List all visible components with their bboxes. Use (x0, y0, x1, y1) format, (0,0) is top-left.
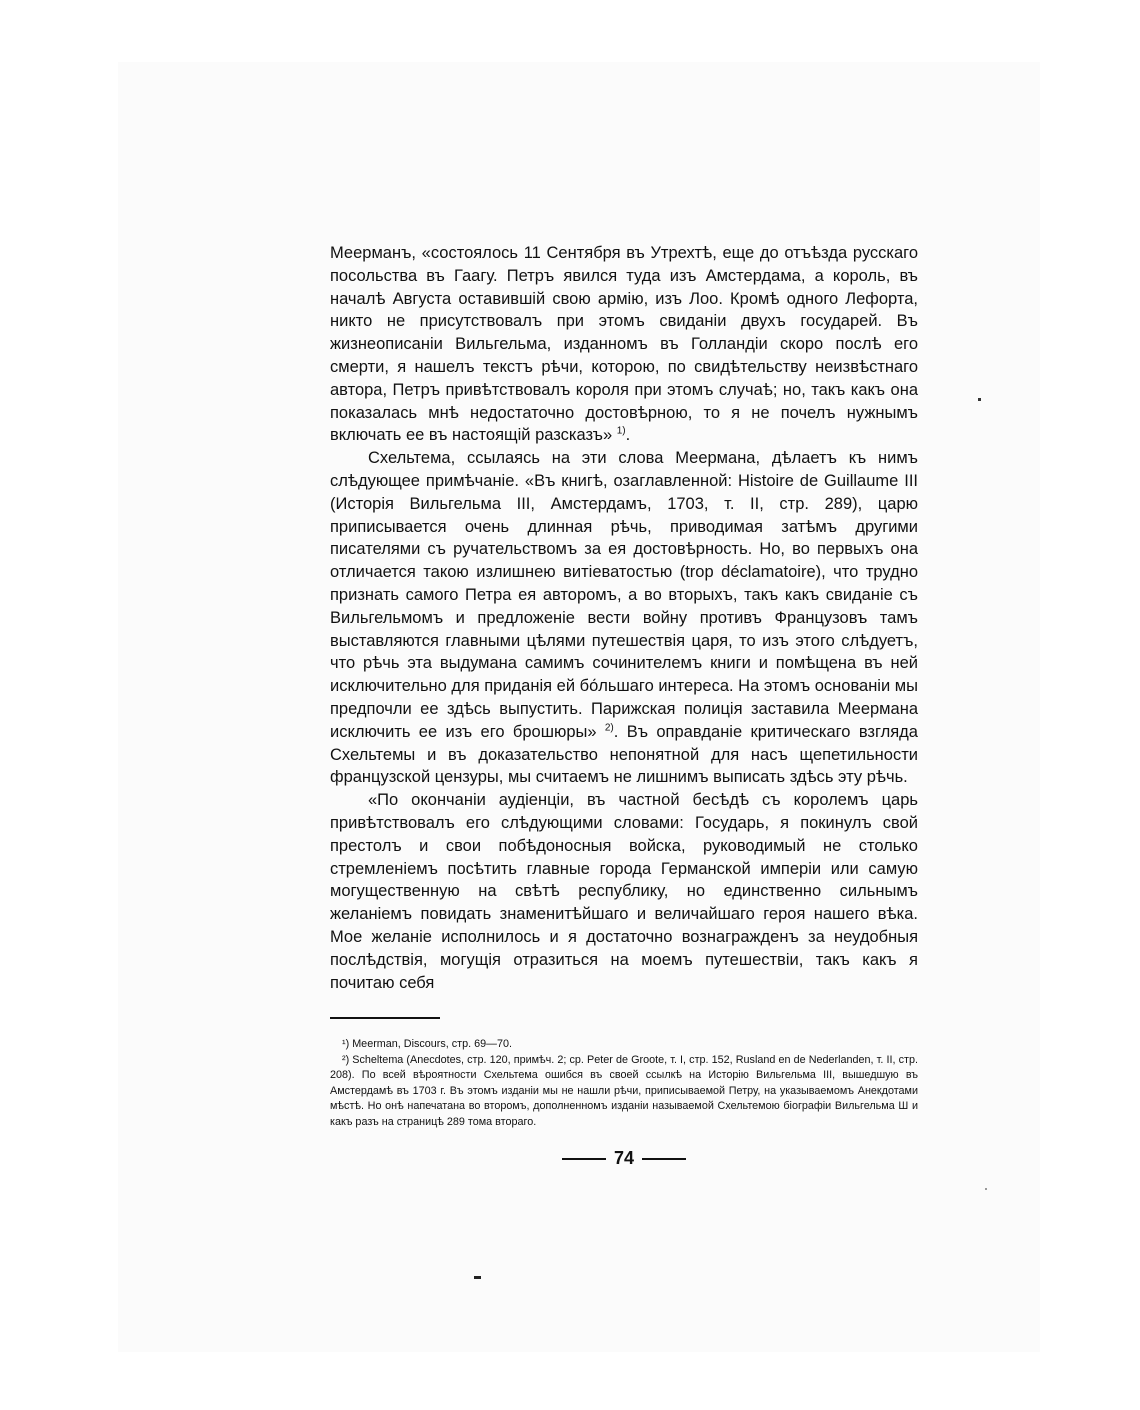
page-number (330, 1148, 918, 1169)
scan-speck (985, 1188, 987, 1190)
paragraph-1-tail: . (625, 426, 631, 445)
paragraph-2-text: Схельтема, ссылаясь на эти слова Меермана, дѣлаетъ къ нимъ слѣдующее примѣчаніе. «Въ книгѣ, озаглавленной: Histoire de Guillaume III (Исторія Вильгельма III, Амстердамъ, 1703, т. II, стр. 289), царю приписывается очень длинная рѣчь, приводимая затѣмъ другими писателями съ ручательствомъ за ея достовѣрность. Но, во первыхъ она отличается такою излишнею витіеватостью (trop déclamatoire), что трудно признать самого Петра ея авторомъ, а во вторыхъ, такъ какъ свиданіе съ Вильгельмомъ и предложеніе вести войну противъ Французовъ тамъ выставляются главными цѣлями путешествія царя, то изъ этого слѣдуетъ, что рѣчь эта выдумана самимъ сочинителемъ книги и помѣщена въ ней исключительно для приданія ей бо́льшаго интереса. На этомъ основаніи мы предпочли ее здѣсь выпустить. Парижская полиція заставила Меермана исключить ее изъ его брошюры» (330, 449, 918, 741)
footnote-separator (330, 1017, 440, 1019)
page-number-right-dash (642, 1158, 686, 1160)
page-number-left-dash (562, 1158, 606, 1160)
footnote-1: ¹) Meerman, Discours, стр. 69—70. (342, 1038, 512, 1050)
main-text (330, 242, 918, 994)
scan-mark (474, 1276, 481, 1279)
page-number-value: 74 (613, 1148, 635, 1168)
paragraph-1-text: Меерманъ, «состоялось 11 Сентября въ Утрехтѣ, еще до отъѣзда русскаго посольства въ Гаагу. Петръ явился туда изъ Амстердама, а король, въ началѣ Августа оставившій свою армію, изъ Лоо. Кромѣ одного Лефорта, никто не присутствовалъ при этомъ свиданіи двухъ государей. Въ жизнеописаніи Вильгельма, изданномъ въ Голландіи скоро послѣ его смерти, я нашелъ текстъ рѣчи, которою, по свидѣтельству неизвѣстнаго автора, Петръ привѣтствовалъ короля при этомъ случаѣ; но, такъ какъ она показалась мнѣ недостаточно достовѣрною, то я не почелъ нужнымъ включать ее въ настоящій разсказъ» (330, 244, 918, 445)
paragraph-3 (330, 789, 918, 994)
scan-speck (978, 398, 981, 401)
paragraph-2 (330, 447, 918, 789)
footnote-ref-2: 2) (604, 722, 614, 734)
footnotes (330, 1037, 918, 1130)
paragraph-2-tail: . Въ оправданіе критическаго взгляда Схельтемы и въ доказательство непонятной для насъ щепетильности французской цензуры, мы считаемъ не лишнимъ выписать здѣсь эту рѣчь. (330, 722, 918, 787)
paragraph-3-text: «По окончаніи аудіенціи, въ частной бесѣдѣ съ королемъ царь привѣтствовалъ его слѣдующими словами: Государь, я покинулъ свой престолъ и свои побѣдоносныя войска, руководимый не столько стремленіемъ посѣтить главные города Германской имперіи или самую могущественную на свѣтѣ республику, но единственно сильнымъ желаніемъ повидать знаменитѣйшаго и величайшаго героя нашего вѣка. Мое желаніе исполнилось и я достаточно вознагражденъ за неудобныя послѣдствія, могущія отразиться на моемъ путешествіи, такъ какъ я почитаю себя (330, 791, 918, 992)
paragraph-1 (330, 242, 918, 447)
footnote-2: ²) Scheltema (Anecdotes, стр. 120, примѣч. 2; ср. Peter de Groote, т. I, стр. 152, Rusland en de Nederlanden, т. II, стр. 208). По всей вѣроятности Схельтема ошибся въ своей ссылкѣ на Исторію Вильгельма III, вышедшую въ Амстердамѣ въ 1703 г. Въ этомъ изданіи мы не нашли рѣчи, приписываемой Петру, на указываемомъ Анекдотами мѣстѣ. Но онѣ напечатана во второмъ, дополненномъ изданіи называемой Схельтемою біографіи Вильгельма Ш и какъ разъ на страницѣ 289 тома втораго. (330, 1053, 918, 1128)
footnote-ref-1: 1) (616, 425, 626, 437)
